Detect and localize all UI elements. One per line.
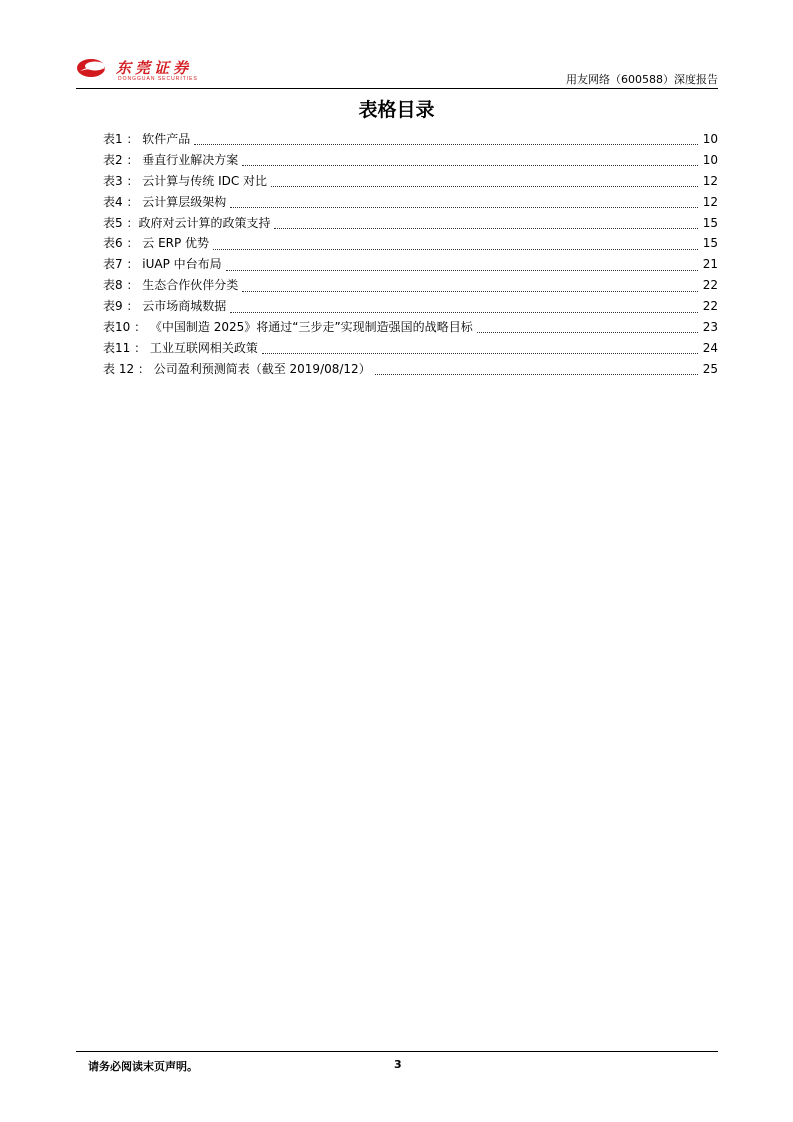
toc-entry[interactable] — [103, 317, 718, 338]
toc-entry[interactable] — [103, 359, 718, 380]
toc-entry[interactable] — [103, 129, 718, 150]
toc-entry-page: 22 — [702, 278, 718, 293]
toc-leader-dots — [230, 206, 698, 208]
toc-entry-label: 表7 ： iUAP 中台布局 — [103, 257, 222, 272]
toc-entry-label: 表10 ： 《中国制造 2025》将通过“三步走”实现制造强国的战略目标 — [103, 320, 473, 335]
toc-entry-label: 表4 ： 云计算层级架构 — [103, 194, 227, 209]
toc-title: 表格目录 — [358, 99, 435, 121]
toc-leader-dots — [213, 248, 698, 250]
toc-entry-label: 表9 ： 云市场商城数据 — [103, 299, 227, 314]
footer-divider — [76, 1051, 718, 1052]
toc-entry[interactable] — [103, 150, 718, 171]
toc-leader-dots — [226, 269, 698, 271]
disclaimer-note: 请务必阅读末页声明。 — [88, 1060, 198, 1073]
toc-entry[interactable] — [103, 296, 718, 317]
toc-leader-dots — [271, 185, 698, 187]
toc-leader-dots — [194, 143, 698, 145]
toc-entry-page: 25 — [702, 361, 718, 376]
toc-leader-dots — [242, 290, 698, 292]
toc-entry-page: 12 — [702, 194, 718, 209]
toc-entry-label: 表8 ： 生态合作伙伴分类 — [103, 278, 239, 293]
toc-entry-label: 表 12 ： 公司盈利预测简表（截至 2019/08/12） — [103, 361, 371, 376]
report-title: 用友网络（600588）深度报告 — [566, 73, 718, 86]
logo-text-cn: 东莞证券 — [116, 59, 193, 77]
toc-list — [103, 129, 718, 380]
toc-entry[interactable] — [103, 275, 718, 296]
toc-leader-dots — [242, 164, 698, 166]
company-logo — [76, 52, 216, 86]
toc-entry-page: 24 — [702, 340, 718, 355]
toc-entry[interactable] — [103, 338, 718, 359]
toc-entry[interactable] — [103, 233, 718, 254]
toc-entry-page: 10 — [702, 132, 718, 146]
toc-leader-dots — [262, 352, 698, 354]
toc-entry-label: 表6 ： 云 ERP 优势 — [103, 236, 210, 251]
toc-entry-page: 23 — [702, 320, 718, 335]
toc-entry-page: 22 — [702, 299, 718, 314]
toc-entry-label: 表5 ：政府对云计算的政策支持 — [103, 215, 271, 230]
toc-entry-label: 表11 ： 工业互联网相关政策 — [103, 340, 258, 355]
toc-entry[interactable] — [103, 213, 718, 234]
toc-leader-dots — [477, 331, 698, 333]
toc-entry[interactable] — [103, 171, 718, 192]
toc-entry-page: 10 — [702, 152, 718, 167]
page-number: 3 — [394, 1058, 402, 1071]
toc-entry[interactable] — [103, 254, 718, 275]
toc-leader-dots — [230, 311, 698, 313]
toc-entry-label: 表2 ： 垂直行业解决方案 — [103, 152, 239, 167]
page-header — [76, 52, 718, 90]
toc-entry-label: 表3 ： 云计算与传统 IDC 对比 — [103, 173, 268, 188]
toc-leader-dots — [375, 373, 698, 375]
toc-entry[interactable] — [103, 192, 718, 213]
toc-entry-page: 15 — [702, 215, 718, 230]
toc-leader-dots — [274, 227, 698, 229]
logo-emblem-icon — [76, 56, 110, 80]
header-divider — [76, 88, 718, 89]
toc-entry-page: 12 — [702, 173, 718, 188]
logo-text-en: DONGGUAN SECURITIES — [118, 76, 198, 82]
toc-entry-page: 21 — [702, 257, 718, 272]
toc-entry-page: 15 — [702, 236, 718, 251]
toc-entry-label: 表1 ： 软件产品 — [103, 132, 191, 146]
